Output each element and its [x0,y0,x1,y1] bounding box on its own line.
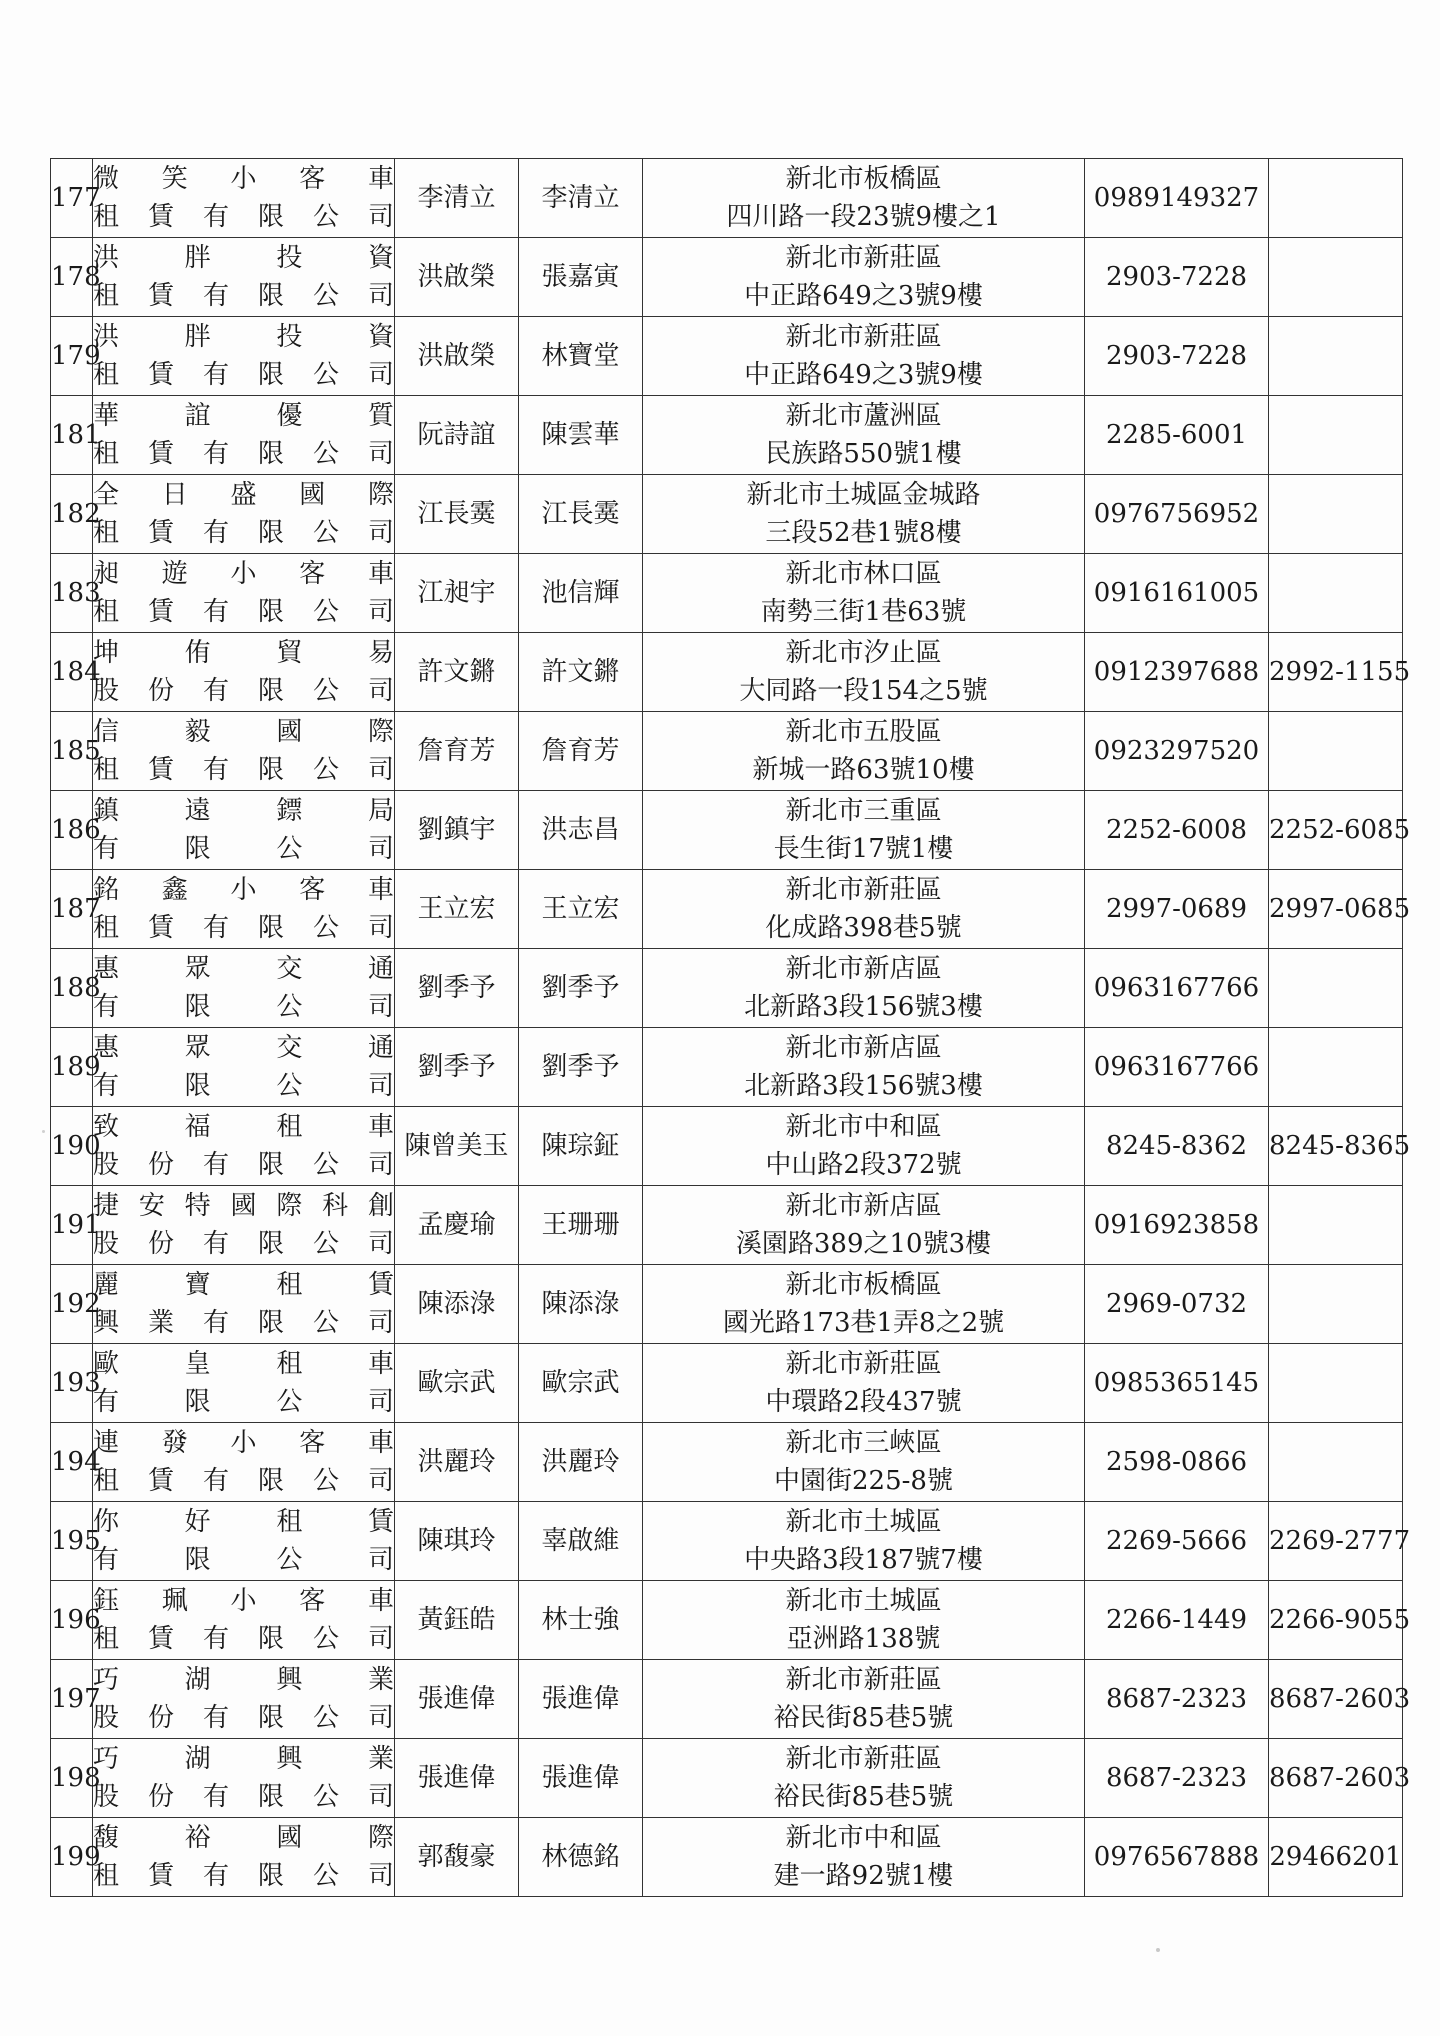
phone-cell: 2903-7228 [1085,317,1269,396]
address-line-2: 三段52巷1號8樓 [765,518,962,548]
address-line-2: 北新路3段156號3樓 [744,1071,983,1101]
address-line-2: 裕民街85巷5號 [773,1703,954,1733]
company-name-line-2: 租賃有限公司 [93,518,394,548]
fax-cell: 8687-2603 [1269,1660,1403,1739]
row-number-cell: 178 [51,238,93,317]
representative-cell: 江長霙 [395,475,519,554]
company-name-line-2: 租賃有限公司 [93,1861,394,1891]
address-line-2: 中正路649之3號9樓 [744,281,983,311]
address-line-2: 北新路3段156號3樓 [744,992,983,1022]
phone-cell: 2598-0866 [1085,1423,1269,1502]
row-number-cell: 197 [51,1660,93,1739]
representative-cell: 陳琪玲 [395,1502,519,1581]
manager-cell: 池信輝 [519,554,643,633]
phone-cell: 2269-5666 [1085,1502,1269,1581]
row-number-cell: 192 [51,1265,93,1344]
company-name-line-2: 有限公司 [93,1545,394,1575]
company-name-line-1: 信毅國際 [93,717,394,747]
address-cell [643,712,1085,791]
address-line-2: 中山路2段372號 [765,1150,962,1180]
representative-cell: 陳添淥 [395,1265,519,1344]
address-line-1: 新北市林口區 [785,559,942,589]
representative-cell: 劉季予 [395,1028,519,1107]
manager-cell: 林德銘 [519,1818,643,1897]
table-row [51,1186,1403,1265]
fax-cell [1269,1423,1403,1502]
table-row [51,1265,1403,1344]
address-line-1: 新北市土城區 [785,1586,942,1616]
row-number-cell: 177 [51,159,93,238]
company-name-line-2: 興業有限公司 [93,1308,394,1338]
manager-cell: 林寶堂 [519,317,643,396]
phone-cell: 0916923858 [1085,1186,1269,1265]
fax-cell [1269,1265,1403,1344]
address-cell [643,159,1085,238]
representative-cell: 李清立 [395,159,519,238]
fax-cell: 8245-8365 [1269,1107,1403,1186]
phone-cell: 2252-6008 [1085,791,1269,870]
address-cell [643,870,1085,949]
address-cell [643,1660,1085,1739]
address-line-1: 新北市土城區金城路 [746,480,981,510]
company-name-cell [93,1502,395,1581]
company-name-cell [93,712,395,791]
company-name-cell [93,317,395,396]
representative-cell: 許文鏘 [395,633,519,712]
address-line-2: 建一路92號1樓 [773,1861,954,1891]
fax-cell [1269,949,1403,1028]
company-name-line-2: 股份有限公司 [93,1703,394,1733]
manager-cell: 劉季予 [519,1028,643,1107]
company-name-cell [93,1581,395,1660]
address-line-1: 新北市三峽區 [785,1428,942,1458]
manager-cell: 李清立 [519,159,643,238]
fax-cell: 2992-1155 [1269,633,1403,712]
address-line-1: 新北市新莊區 [785,1665,942,1695]
fax-cell: 8687-2603 [1269,1739,1403,1818]
table-row [51,475,1403,554]
row-number-cell: 184 [51,633,93,712]
table-row [51,1502,1403,1581]
company-name-line-1: 巧湖興業 [93,1744,394,1774]
table-row [51,1107,1403,1186]
table-row [51,1660,1403,1739]
company-name-line-1: 鈺珮小客車 [93,1586,394,1616]
table-row [51,1344,1403,1423]
address-line-1: 新北市新莊區 [785,875,942,905]
representative-cell: 詹育芳 [395,712,519,791]
address-line-2: 溪園路389之10號3樓 [735,1229,992,1259]
row-number-cell: 182 [51,475,93,554]
fax-cell: 2266-9055 [1269,1581,1403,1660]
representative-cell: 江昶宇 [395,554,519,633]
roster-body [51,159,1411,1897]
company-name-line-1: 巧湖興業 [93,1665,394,1695]
table-row [51,791,1403,870]
row-number-cell: 195 [51,1502,93,1581]
address-line-1: 新北市新莊區 [785,1744,942,1774]
manager-cell: 洪志昌 [519,791,643,870]
address-line-1: 新北市板橋區 [785,164,942,194]
representative-cell: 阮詩誼 [395,396,519,475]
scan-speck [1156,1948,1160,1952]
address-line-1: 新北市中和區 [785,1823,942,1853]
row-number-cell: 187 [51,870,93,949]
fax-cell: 2997-0685 [1269,870,1403,949]
company-name-line-1: 惠眾交通 [93,954,394,984]
manager-cell: 張嘉寅 [519,238,643,317]
manager-cell: 歐宗武 [519,1344,643,1423]
fax-cell [1269,1028,1403,1107]
phone-cell: 8687-2323 [1085,1739,1269,1818]
address-line-1: 新北市汐止區 [785,638,942,668]
phone-cell: 0976567888 [1085,1818,1269,1897]
phone-cell: 0912397688 [1085,633,1269,712]
address-cell [643,475,1085,554]
row-number-cell: 185 [51,712,93,791]
company-name-line-2: 租賃有限公司 [93,913,394,943]
company-name-cell [93,1344,395,1423]
address-cell [643,396,1085,475]
company-name-line-2: 有限公司 [93,1387,394,1417]
phone-cell: 0989149327 [1085,159,1269,238]
company-name-line-1: 華誼優質 [93,401,394,431]
row-number-cell: 190 [51,1107,93,1186]
manager-cell: 辜啟維 [519,1502,643,1581]
address-line-2: 四川路一段23號9樓之1 [726,202,1001,232]
company-name-line-2: 租賃有限公司 [93,202,394,232]
company-name-line-1: 惠眾交通 [93,1033,394,1063]
address-line-2: 裕民街85巷5號 [773,1782,954,1812]
address-line-2: 中園街225-8號 [774,1466,953,1496]
company-name-cell [93,1739,395,1818]
table-row [51,1028,1403,1107]
address-line-1: 新北市五股區 [785,717,942,747]
manager-cell: 張進偉 [519,1660,643,1739]
company-roster-table [50,158,1411,1897]
row-number-cell: 189 [51,1028,93,1107]
row-number-cell: 193 [51,1344,93,1423]
address-line-1: 新北市蘆洲區 [785,401,942,431]
table-row [51,870,1403,949]
fax-cell: 2252-6085 [1269,791,1403,870]
company-name-line-1: 銘鑫小客車 [93,875,394,905]
fax-cell [1269,475,1403,554]
table-row [51,317,1403,396]
company-name-line-2: 租賃有限公司 [93,755,394,785]
company-name-cell [93,1818,395,1897]
fax-cell [1269,554,1403,633]
company-name-line-1: 致福租車 [93,1112,394,1142]
company-name-line-1: 捷安特國際科創 [93,1191,394,1221]
address-line-2: 亞洲路138號 [786,1624,941,1654]
representative-cell: 洪啟榮 [395,317,519,396]
phone-cell: 0985365145 [1085,1344,1269,1423]
fax-cell [1269,1344,1403,1423]
table-row [51,949,1403,1028]
address-line-2: 長生街17號1樓 [773,834,954,864]
company-name-cell [93,554,395,633]
manager-cell: 江長霙 [519,475,643,554]
representative-cell: 黃鈺皓 [395,1581,519,1660]
manager-cell: 林士強 [519,1581,643,1660]
representative-cell: 郭馥豪 [395,1818,519,1897]
address-cell [643,1423,1085,1502]
row-number-cell: 188 [51,949,93,1028]
address-cell [643,633,1085,712]
company-name-cell [93,475,395,554]
address-line-2: 南勢三街1巷63號 [760,597,967,627]
address-cell [643,238,1085,317]
representative-cell: 張進偉 [395,1739,519,1818]
company-name-line-2: 有限公司 [93,1071,394,1101]
address-cell [643,1107,1085,1186]
company-name-cell [93,1265,395,1344]
phone-cell: 0963167766 [1085,1028,1269,1107]
company-name-line-2: 租賃有限公司 [93,439,394,469]
fax-cell: 2269-2777 [1269,1502,1403,1581]
representative-cell: 王立宏 [395,870,519,949]
row-number-cell: 186 [51,791,93,870]
address-line-2: 新城一路63號10樓 [752,755,975,785]
representative-cell: 洪麗玲 [395,1423,519,1502]
table-row [51,238,1403,317]
fax-cell [1269,1186,1403,1265]
representative-cell: 歐宗武 [395,1344,519,1423]
manager-cell: 陳雲華 [519,396,643,475]
address-cell [643,1344,1085,1423]
company-name-line-2: 股份有限公司 [93,1229,394,1259]
table-row [51,396,1403,475]
row-number-cell: 181 [51,396,93,475]
company-name-cell [93,1660,395,1739]
phone-cell: 2266-1449 [1085,1581,1269,1660]
company-name-cell [93,1423,395,1502]
phone-cell: 0916161005 [1085,554,1269,633]
company-name-line-1: 歐皇租車 [93,1349,394,1379]
company-name-line-1: 麗寶租賃 [93,1270,394,1300]
manager-cell: 王立宏 [519,870,643,949]
row-number-cell: 196 [51,1581,93,1660]
company-name-line-2: 股份有限公司 [93,1782,394,1812]
phone-cell: 0976756952 [1085,475,1269,554]
representative-cell: 孟慶瑜 [395,1186,519,1265]
address-line-2: 大同路一段154之5號 [739,676,988,706]
company-name-line-2: 有限公司 [93,834,394,864]
company-name-line-1: 洪胖投資 [93,243,394,273]
row-number-cell: 198 [51,1739,93,1818]
company-name-line-1: 馥裕國際 [93,1823,394,1853]
representative-cell: 劉季予 [395,949,519,1028]
fax-cell [1269,712,1403,791]
company-name-line-2: 租賃有限公司 [93,1466,394,1496]
company-name-cell [93,1186,395,1265]
company-name-line-1: 洪胖投資 [93,322,394,352]
table-row [51,1818,1403,1897]
phone-cell: 2285-6001 [1085,396,1269,475]
address-line-1: 新北市新莊區 [785,243,942,273]
company-name-cell [93,159,395,238]
scan-speck [42,1130,45,1133]
phone-cell: 2969-0732 [1085,1265,1269,1344]
company-name-line-1: 鎮遠鏢局 [93,796,394,826]
company-name-line-1: 連發小客車 [93,1428,394,1458]
address-line-2: 中央路3段187號7樓 [744,1545,983,1575]
address-cell [643,1502,1085,1581]
table-row [51,1423,1403,1502]
address-cell [643,1818,1085,1897]
table-row [51,712,1403,791]
phone-cell: 8245-8362 [1085,1107,1269,1186]
representative-cell: 洪啟榮 [395,238,519,317]
manager-cell: 洪麗玲 [519,1423,643,1502]
table-row [51,159,1403,238]
row-number-cell: 199 [51,1818,93,1897]
address-line-1: 新北市新店區 [785,1191,942,1221]
address-cell [643,1581,1085,1660]
company-name-line-1: 微笑小客車 [93,164,394,194]
manager-cell: 陳琮鉦 [519,1107,643,1186]
company-name-cell [93,1107,395,1186]
table-row [51,1581,1403,1660]
representative-cell: 劉鎮宇 [395,791,519,870]
table-row [51,554,1403,633]
fax-cell [1269,317,1403,396]
manager-cell: 陳添淥 [519,1265,643,1344]
company-name-cell [93,791,395,870]
representative-cell: 張進偉 [395,1660,519,1739]
address-cell [643,1739,1085,1818]
company-name-cell [93,396,395,475]
address-line-1: 新北市板橋區 [785,1270,942,1300]
fax-cell: 29466201 [1269,1818,1403,1897]
fax-cell [1269,159,1403,238]
manager-cell: 許文鏘 [519,633,643,712]
company-name-line-2: 租賃有限公司 [93,360,394,390]
address-cell [643,949,1085,1028]
company-name-line-2: 租賃有限公司 [93,1624,394,1654]
address-line-1: 新北市新莊區 [785,322,942,352]
address-line-2: 中環路2段437號 [765,1387,962,1417]
manager-cell: 王珊珊 [519,1186,643,1265]
company-name-line-1: 全日盛國際 [93,480,394,510]
phone-cell: 2903-7228 [1085,238,1269,317]
address-line-1: 新北市中和區 [785,1112,942,1142]
phone-cell: 0923297520 [1085,712,1269,791]
company-name-line-2: 租賃有限公司 [93,597,394,627]
company-name-line-2: 股份有限公司 [93,1150,394,1180]
row-number-cell: 179 [51,317,93,396]
company-name-line-2: 租賃有限公司 [93,281,394,311]
table-row [51,1739,1403,1818]
phone-cell: 0963167766 [1085,949,1269,1028]
row-number-cell: 194 [51,1423,93,1502]
manager-cell: 劉季予 [519,949,643,1028]
phone-cell: 2997-0689 [1085,870,1269,949]
company-name-cell [93,238,395,317]
row-number-cell: 183 [51,554,93,633]
address-line-1: 新北市三重區 [785,796,942,826]
address-cell [643,791,1085,870]
address-line-2: 民族路550號1樓 [765,439,962,469]
address-cell [643,1028,1085,1107]
address-cell [643,554,1085,633]
company-name-line-1: 你好租賃 [93,1507,394,1537]
company-name-line-2: 有限公司 [93,992,394,1022]
address-line-1: 新北市土城區 [785,1507,942,1537]
table-row [51,633,1403,712]
fax-cell [1269,238,1403,317]
address-line-2: 中正路649之3號9樓 [744,360,983,390]
fax-cell [1269,396,1403,475]
company-name-line-1: 坤侑貿易 [93,638,394,668]
address-cell [643,317,1085,396]
representative-cell: 陳曾美玉 [395,1107,519,1186]
address-line-1: 新北市新店區 [785,1033,942,1063]
address-line-1: 新北市新莊區 [785,1349,942,1379]
company-name-cell [93,1028,395,1107]
address-cell [643,1265,1085,1344]
company-name-line-1: 昶遊小客車 [93,559,394,589]
company-name-cell [93,633,395,712]
company-name-cell [93,870,395,949]
phone-cell: 8687-2323 [1085,1660,1269,1739]
company-name-cell [93,949,395,1028]
row-number-cell: 191 [51,1186,93,1265]
address-line-2: 化成路398巷5號 [765,913,962,943]
address-line-1: 新北市新店區 [785,954,942,984]
address-line-2: 國光路173巷1弄8之2號 [722,1308,1005,1338]
manager-cell: 張進偉 [519,1739,643,1818]
company-name-line-2: 股份有限公司 [93,676,394,706]
address-cell [643,1186,1085,1265]
manager-cell: 詹育芳 [519,712,643,791]
